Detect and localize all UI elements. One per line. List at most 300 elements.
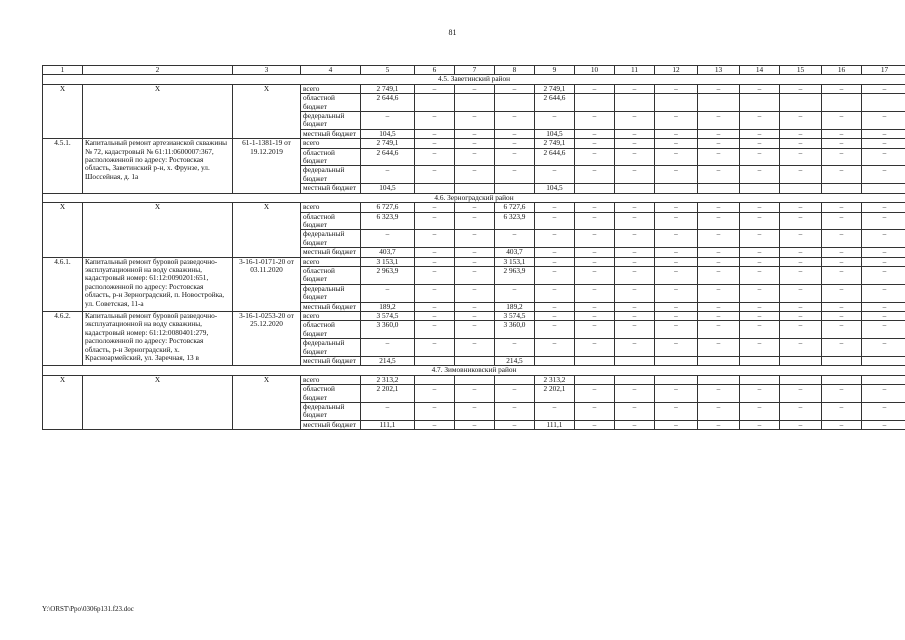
value-cell: – (740, 112, 780, 130)
funding-source: всего (301, 311, 361, 320)
section-row (43, 193, 905, 202)
value-cell: – (361, 403, 415, 421)
item-document: Х (233, 84, 301, 138)
value-cell: – (575, 339, 615, 357)
value-cell: – (535, 302, 575, 311)
value-cell: – (862, 385, 905, 403)
table-row (43, 375, 905, 384)
funding-source: областной бюджет (301, 266, 361, 284)
value-cell: – (862, 129, 905, 138)
value-cell: – (615, 302, 655, 311)
value-cell: – (575, 212, 615, 230)
value-cell: – (862, 339, 905, 357)
item-number: Х (43, 375, 83, 429)
value-cell: – (455, 166, 495, 184)
value-cell: – (698, 302, 740, 311)
value-cell: – (822, 203, 862, 212)
value-cell: – (361, 339, 415, 357)
value-cell: 2 313,2 (535, 375, 575, 384)
value-cell: – (575, 321, 615, 339)
value-cell: – (698, 321, 740, 339)
item-document: Х (233, 203, 301, 257)
value-cell: – (455, 266, 495, 284)
value-cell (740, 357, 780, 366)
value-cell: 2 963,9 (495, 266, 535, 284)
value-cell: – (615, 212, 655, 230)
value-cell: 2 644,6 (535, 94, 575, 112)
value-cell: – (822, 284, 862, 302)
value-cell (698, 94, 740, 112)
value-cell: – (740, 166, 780, 184)
value-cell: – (655, 403, 698, 421)
value-cell: – (455, 321, 495, 339)
value-cell: – (615, 385, 655, 403)
table-row (43, 203, 905, 212)
value-cell: – (535, 311, 575, 320)
value-cell: – (455, 339, 495, 357)
value-cell: 111,1 (361, 420, 415, 429)
value-cell: 2 644,6 (535, 148, 575, 166)
value-cell: – (455, 420, 495, 429)
value-cell: – (495, 129, 535, 138)
item-description: Капитальный ремонт буровой разведочно-эксплуатационной на воду скважины, кадастровый номер: 61:12:0090201:651, расположенной по адресу: Ростовская область, р-н Зерноградский, п. Новостройка, ул. Советская, 11-а (83, 257, 233, 311)
value-cell: – (862, 203, 905, 212)
value-cell: – (361, 284, 415, 302)
value-cell: – (495, 385, 535, 403)
funding-source: федеральный бюджет (301, 112, 361, 130)
value-cell: – (455, 203, 495, 212)
value-cell: – (575, 139, 615, 148)
value-cell: – (495, 230, 535, 248)
value-cell: – (415, 321, 455, 339)
value-cell: – (575, 284, 615, 302)
funding-source: областной бюджет (301, 94, 361, 112)
value-cell: – (655, 302, 698, 311)
funding-source: всего (301, 139, 361, 148)
value-cell: – (862, 230, 905, 248)
value-cell: – (655, 84, 698, 93)
value-cell (415, 357, 455, 366)
funding-source: областной бюджет (301, 148, 361, 166)
value-cell: – (780, 403, 822, 421)
header-cell: 15 (780, 66, 822, 75)
value-cell (455, 94, 495, 112)
funding-source: федеральный бюджет (301, 230, 361, 248)
item-number: 4.6.1. (43, 257, 83, 311)
value-cell: – (780, 230, 822, 248)
value-cell: – (495, 284, 535, 302)
value-cell: – (655, 230, 698, 248)
value-cell: 2 749,1 (361, 84, 415, 93)
value-cell: – (615, 148, 655, 166)
value-cell: – (862, 84, 905, 93)
item-description: Капитальный ремонт буровой разведочно-эксплуатационной на воду скважины, кадастровый номер: 61:12:0080401:279, расположенной по адресу: Ростовская область, р-н Зерноградский, х. Красноармейский, ул. Заречная, 13 в (83, 311, 233, 365)
value-cell: – (862, 266, 905, 284)
table-row (43, 139, 905, 148)
header-cell: 5 (361, 66, 415, 75)
value-cell: 111,1 (535, 420, 575, 429)
value-cell: – (862, 420, 905, 429)
value-cell: – (698, 112, 740, 130)
value-cell: – (655, 266, 698, 284)
value-cell: – (740, 139, 780, 148)
value-cell: – (822, 403, 862, 421)
item-number: Х (43, 84, 83, 138)
value-cell: – (415, 420, 455, 429)
value-cell: 189,2 (495, 302, 535, 311)
value-cell: – (575, 203, 615, 212)
header-cell: 12 (655, 66, 698, 75)
value-cell: 2 644,6 (361, 148, 415, 166)
value-cell: – (698, 248, 740, 257)
value-cell: 403,7 (361, 248, 415, 257)
value-cell: – (655, 339, 698, 357)
value-cell: – (615, 112, 655, 130)
value-cell: – (780, 339, 822, 357)
value-cell (655, 184, 698, 193)
value-cell: – (615, 311, 655, 320)
value-cell: – (615, 203, 655, 212)
value-cell: – (455, 403, 495, 421)
header-cell: 17 (862, 66, 905, 75)
value-cell: – (698, 166, 740, 184)
value-cell: – (655, 321, 698, 339)
value-cell: 3 153,1 (495, 257, 535, 266)
value-cell: – (822, 84, 862, 93)
value-cell: – (535, 248, 575, 257)
value-cell: – (615, 248, 655, 257)
value-cell: – (415, 403, 455, 421)
header-cell: 14 (740, 66, 780, 75)
funding-source: всего (301, 375, 361, 384)
value-cell (415, 184, 455, 193)
value-cell: 104,5 (361, 129, 415, 138)
value-cell: – (740, 248, 780, 257)
funding-source: федеральный бюджет (301, 339, 361, 357)
value-cell: 6 727,6 (495, 203, 535, 212)
value-cell: – (780, 203, 822, 212)
value-cell: – (455, 385, 495, 403)
value-cell: – (455, 230, 495, 248)
value-cell: 2 313,2 (361, 375, 415, 384)
header-cell: 13 (698, 66, 740, 75)
value-cell: – (698, 420, 740, 429)
value-cell: – (455, 129, 495, 138)
budget-table (42, 65, 905, 430)
value-cell: 6 323,9 (361, 212, 415, 230)
value-cell: – (698, 148, 740, 166)
value-cell: – (740, 284, 780, 302)
value-cell: – (780, 302, 822, 311)
value-cell: – (862, 248, 905, 257)
value-cell: – (415, 230, 455, 248)
section-row (43, 75, 905, 84)
value-cell: – (655, 212, 698, 230)
value-cell: – (455, 212, 495, 230)
value-cell: – (822, 420, 862, 429)
value-cell: – (780, 311, 822, 320)
value-cell: – (780, 266, 822, 284)
value-cell: – (822, 339, 862, 357)
value-cell: – (575, 112, 615, 130)
value-cell: – (862, 148, 905, 166)
value-cell: – (415, 212, 455, 230)
value-cell: – (495, 139, 535, 148)
value-cell: 214,5 (361, 357, 415, 366)
value-cell: – (822, 148, 862, 166)
value-cell: – (535, 266, 575, 284)
value-cell: – (698, 284, 740, 302)
value-cell: 3 360,0 (361, 321, 415, 339)
value-cell: – (862, 257, 905, 266)
funding-source: всего (301, 203, 361, 212)
item-description: Х (83, 375, 233, 429)
value-cell: – (655, 385, 698, 403)
value-cell: – (575, 148, 615, 166)
value-cell: 214,5 (495, 357, 535, 366)
value-cell: – (698, 212, 740, 230)
value-cell: – (361, 112, 415, 130)
value-cell: – (740, 203, 780, 212)
value-cell (455, 357, 495, 366)
value-cell: – (655, 248, 698, 257)
header-cell: 2 (83, 66, 233, 75)
value-cell: – (415, 166, 455, 184)
value-cell: – (415, 257, 455, 266)
value-cell: – (455, 257, 495, 266)
value-cell (780, 357, 822, 366)
value-cell: – (415, 112, 455, 130)
value-cell (615, 184, 655, 193)
item-number: 4.6.2. (43, 311, 83, 365)
value-cell: – (655, 203, 698, 212)
value-cell: 6 323,9 (495, 212, 535, 230)
value-cell: – (780, 129, 822, 138)
value-cell: – (575, 129, 615, 138)
value-cell: – (698, 203, 740, 212)
value-cell (415, 94, 455, 112)
value-cell (740, 375, 780, 384)
value-cell: – (361, 166, 415, 184)
table-row (43, 84, 905, 93)
value-cell: – (740, 148, 780, 166)
item-description: Х (83, 84, 233, 138)
value-cell: – (780, 112, 822, 130)
value-cell: – (361, 230, 415, 248)
value-cell: – (740, 257, 780, 266)
value-cell (575, 94, 615, 112)
value-cell: – (655, 148, 698, 166)
value-cell: – (535, 203, 575, 212)
value-cell: – (780, 166, 822, 184)
value-cell: 2 202,1 (535, 385, 575, 403)
value-cell: – (780, 139, 822, 148)
value-cell: – (575, 266, 615, 284)
value-cell (862, 184, 905, 193)
value-cell: – (655, 311, 698, 320)
header-cell: 6 (415, 66, 455, 75)
value-cell: – (822, 311, 862, 320)
value-cell: – (575, 230, 615, 248)
funding-source: местный бюджет (301, 420, 361, 429)
value-cell: 3 153,1 (361, 257, 415, 266)
value-cell: – (535, 321, 575, 339)
item-document: 3-16-1-0171-20 от 03.11.2020 (233, 257, 301, 311)
value-cell: – (698, 311, 740, 320)
value-cell: – (415, 148, 455, 166)
value-cell: – (822, 129, 862, 138)
funding-source: федеральный бюджет (301, 166, 361, 184)
value-cell (535, 357, 575, 366)
value-cell: – (575, 403, 615, 421)
value-cell: – (780, 84, 822, 93)
value-cell: – (415, 139, 455, 148)
funding-source: областной бюджет (301, 212, 361, 230)
value-cell: – (698, 84, 740, 93)
value-cell: – (822, 257, 862, 266)
value-cell: – (415, 84, 455, 93)
value-cell: – (575, 311, 615, 320)
value-cell: – (822, 230, 862, 248)
item-document: 3-16-1-0253-20 от 25.12.2020 (233, 311, 301, 365)
value-cell: – (822, 139, 862, 148)
value-cell: 104,5 (361, 184, 415, 193)
value-cell: – (780, 248, 822, 257)
value-cell: – (862, 321, 905, 339)
value-cell: – (822, 212, 862, 230)
value-cell: – (740, 321, 780, 339)
header-cell: 4 (301, 66, 361, 75)
value-cell: – (575, 385, 615, 403)
funding-source: федеральный бюджет (301, 403, 361, 421)
value-cell: – (655, 139, 698, 148)
value-cell: – (655, 129, 698, 138)
value-cell: – (740, 84, 780, 93)
value-cell: – (655, 284, 698, 302)
header-cell: 1 (43, 66, 83, 75)
section-title: 4.6. Зерноградский район (43, 193, 905, 202)
value-cell: – (655, 166, 698, 184)
value-cell: – (495, 148, 535, 166)
funding-source: местный бюджет (301, 184, 361, 193)
value-cell: 2 749,1 (361, 139, 415, 148)
value-cell: – (862, 302, 905, 311)
value-cell (655, 375, 698, 384)
value-cell (822, 357, 862, 366)
value-cell: – (495, 420, 535, 429)
value-cell (698, 375, 740, 384)
value-cell (862, 375, 905, 384)
value-cell: 3 360,0 (495, 321, 535, 339)
value-cell (655, 357, 698, 366)
value-cell: – (822, 321, 862, 339)
value-cell: 104,5 (535, 184, 575, 193)
value-cell: – (535, 212, 575, 230)
value-cell (740, 94, 780, 112)
value-cell: – (415, 339, 455, 357)
value-cell: 2 644,6 (361, 94, 415, 112)
value-cell: – (575, 248, 615, 257)
value-cell (575, 357, 615, 366)
header-cell: 10 (575, 66, 615, 75)
funding-source: всего (301, 84, 361, 93)
value-cell: – (535, 284, 575, 302)
value-cell: – (740, 302, 780, 311)
value-cell (615, 94, 655, 112)
value-cell: – (415, 248, 455, 257)
item-number: Х (43, 203, 83, 257)
value-cell: 2 202,1 (361, 385, 415, 403)
value-cell: – (862, 403, 905, 421)
value-cell (495, 94, 535, 112)
value-cell: – (780, 385, 822, 403)
value-cell: – (740, 311, 780, 320)
item-description: Х (83, 203, 233, 257)
value-cell: – (862, 212, 905, 230)
value-cell: – (698, 257, 740, 266)
value-cell: – (862, 284, 905, 302)
value-cell: – (740, 266, 780, 284)
value-cell: – (780, 257, 822, 266)
value-cell: – (455, 311, 495, 320)
value-cell: – (780, 321, 822, 339)
header-cell: 16 (822, 66, 862, 75)
funding-source: областной бюджет (301, 321, 361, 339)
value-cell: 189,2 (361, 302, 415, 311)
value-cell: – (455, 302, 495, 311)
value-cell: – (415, 266, 455, 284)
header-cell: 7 (455, 66, 495, 75)
value-cell: – (615, 257, 655, 266)
value-cell: – (575, 302, 615, 311)
value-cell: 2 749,1 (535, 139, 575, 148)
value-cell: – (698, 230, 740, 248)
value-cell: – (862, 112, 905, 130)
value-cell (698, 184, 740, 193)
value-cell (780, 184, 822, 193)
value-cell: – (822, 248, 862, 257)
funding-source: местный бюджет (301, 248, 361, 257)
value-cell: – (740, 385, 780, 403)
value-cell: – (615, 166, 655, 184)
value-cell: – (698, 139, 740, 148)
value-cell (780, 94, 822, 112)
value-cell (740, 184, 780, 193)
value-cell: – (615, 339, 655, 357)
table-row (43, 257, 905, 266)
section-row (43, 366, 905, 375)
value-cell: – (575, 257, 615, 266)
value-cell: – (698, 129, 740, 138)
value-cell: – (698, 385, 740, 403)
value-cell (455, 375, 495, 384)
value-cell: – (780, 212, 822, 230)
value-cell: – (415, 284, 455, 302)
value-cell: – (862, 166, 905, 184)
value-cell: – (615, 230, 655, 248)
value-cell: – (495, 339, 535, 357)
value-cell: – (455, 112, 495, 130)
value-cell (415, 375, 455, 384)
value-cell: – (575, 420, 615, 429)
item-description: Капитальный ремонт артезианской скважины № 72, кадастровый № 61:11:0600007:367, расположенной по адресу: Ростовская область, Заветинский р-н, х. Фрунзе, ул. Шоссейная, д. 1а (83, 139, 233, 193)
header-row (43, 66, 905, 75)
value-cell: – (740, 420, 780, 429)
value-cell: – (780, 148, 822, 166)
item-number: 4.5.1. (43, 139, 83, 193)
funding-source: местный бюджет (301, 357, 361, 366)
value-cell: – (615, 284, 655, 302)
